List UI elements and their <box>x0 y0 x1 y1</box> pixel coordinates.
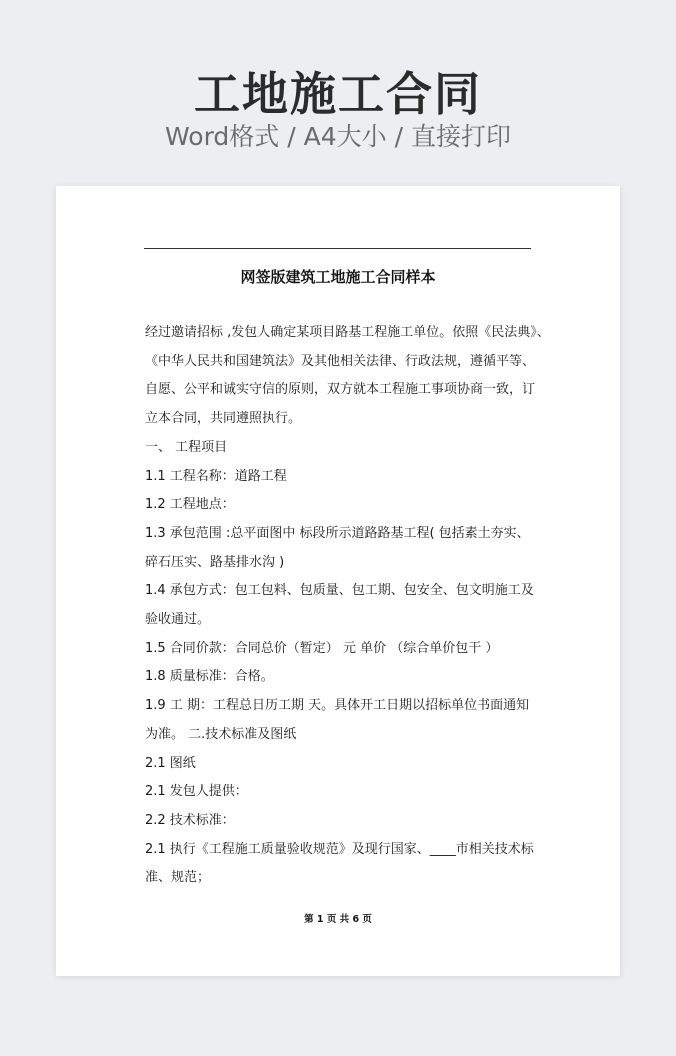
body-line: 1.5 合同价款：合同总价（暂定） 元 单价 （综合单价包干 ） <box>145 640 499 656</box>
page-number-footer: 第 1 页 共 6 页 <box>304 914 372 925</box>
body-line: 《中华人民共和国建筑法》及其他相关法律、行政法规，遵循平等、 <box>145 353 536 369</box>
body-line: 2.1 图纸 <box>145 755 196 771</box>
body-line: 1.1 工程名称：道路工程 <box>145 468 287 484</box>
header-rule <box>144 248 531 249</box>
document-body <box>145 319 550 893</box>
body-line: 2.2 技术标准： <box>145 812 235 828</box>
body-line: 1.8 质量标准：合格。 <box>145 669 274 685</box>
body-line: 为准。 二.技术标准及图纸 <box>145 726 297 742</box>
body-line: 碎石压实、路基排水沟 ) <box>145 554 285 570</box>
body-line: 1.3 承包范围 :总平面图中 标段所示道路路基工程( 包括素土夯实、 <box>145 525 530 541</box>
document-title: 网签版建筑工地施工合同样本 <box>240 268 436 286</box>
section-heading: 一、 工程项目 <box>145 439 228 455</box>
body-line: 验收通过。 <box>145 612 211 628</box>
body-line: 准、规范； <box>145 870 211 886</box>
body-line: 2.1 执行《工程施工质量验收规范》及现行国家、____市相关技术标 <box>145 841 534 857</box>
banner-subtitle: Word格式 / A4大小 / 直接打印 <box>165 122 511 151</box>
body-line: 立本合同，共同遵照执行。 <box>145 411 302 427</box>
body-line: 2.1 发包人提供： <box>145 784 248 800</box>
body-line: 1.4 承包方式：包工包料、包质量、包工期、包安全、包文明施工及 <box>145 583 534 599</box>
body-line: 1.2 工程地点： <box>145 497 235 513</box>
body-line: 1.9 工 期：工程总日历工期 天。具体开工日期以招标单位书面通知 <box>145 698 530 714</box>
body-line: 经过邀请招标 ,发包人确定某项目路基工程施工单位。依照《民法典》、 <box>145 325 550 340</box>
document-page <box>56 186 620 976</box>
body-line: 自愿、公平和诚实守信的原则，双方就本工程施工事项协商一致，订 <box>145 382 536 398</box>
banner-title: 工地施工合同 <box>194 67 482 121</box>
